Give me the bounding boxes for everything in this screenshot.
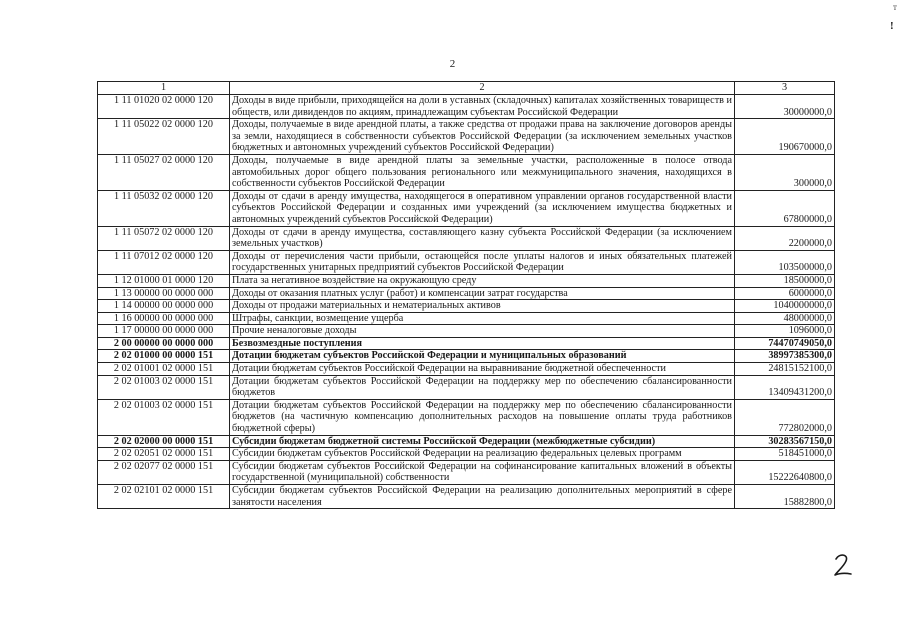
row-description: Дотации бюджетам субъектов Российской Федерации на выравнивание бюджетной обеспеченности: [230, 363, 735, 376]
row-amount: 30283567150,0: [735, 435, 835, 448]
table-row: [98, 95, 835, 119]
row-amount: 190670000,0: [735, 119, 835, 155]
table-row: [98, 448, 835, 461]
table-row: [98, 274, 835, 287]
row-description: Субсидии бюджетам субъектов Российской Федерации на софинансирование капитальных вложений в объекты государственной (муниципальной) собственности: [230, 460, 735, 484]
table-row: [98, 337, 835, 350]
row-amount: 518451000,0: [735, 448, 835, 461]
table-row: [98, 350, 835, 363]
table-body: [98, 95, 835, 509]
row-code: 1 11 01020 02 0000 120: [98, 95, 230, 119]
row-amount: 48000000,0: [735, 312, 835, 325]
row-code: 1 17 00000 00 0000 000: [98, 325, 230, 338]
row-amount: 2200000,0: [735, 226, 835, 250]
row-amount: 13409431200,0: [735, 375, 835, 399]
row-description: Доходы, получаемые в виде арендной платы за земельные участки, расположенные в полосе отвода автомобильных дорог общего пользования регионального или межмуниципального значения, находящихся в собственности субъектов Российской Федерации: [230, 154, 735, 190]
row-code: 2 02 02051 02 0000 151: [98, 448, 230, 461]
row-description: Дотации бюджетам субъектов Российской Федерации на поддержку мер по обеспечению сбалансированности бюджетов (на частичную компенсацию дополнительных расходов на повышение оплаты труда работников бюджетной сферы): [230, 399, 735, 435]
row-amount: 300000,0: [735, 154, 835, 190]
table-row: [98, 250, 835, 274]
row-description: Доходы от сдачи в аренду имущества, составляющего казну субъекта Российской Федерации (за исключением земельных участков): [230, 226, 735, 250]
table-row: [98, 119, 835, 155]
row-code: 1 11 05032 02 0000 120: [98, 190, 230, 226]
table-row: [98, 363, 835, 376]
header-col-description: 2: [230, 82, 735, 95]
row-description: Доходы в виде прибыли, приходящейся на доли в уставных (складочных) капиталах хозяйственных товариществ и обществ, или дивидендов по акциям, принадлежащим субъектам Российской Федерации: [230, 95, 735, 119]
row-code: 1 14 00000 00 0000 000: [98, 300, 230, 313]
handwritten-signature-mark: [832, 552, 854, 578]
row-amount: 38997385300,0: [735, 350, 835, 363]
table-row: [98, 485, 835, 509]
row-description: Субсидии бюджетам субъектов Российской Федерации на реализацию дополнительных мероприятий в сфере занятости населения: [230, 485, 735, 509]
row-description: Доходы от перечисления части прибыли, остающейся после уплаты налогов и иных обязательных платежей государственных унитарных предприятий субъектов Российской Федерации: [230, 250, 735, 274]
row-code: 2 02 02000 00 0000 151: [98, 435, 230, 448]
row-code: 1 11 05072 02 0000 120: [98, 226, 230, 250]
row-amount: 74470749050,0: [735, 337, 835, 350]
row-amount: 15882800,0: [735, 485, 835, 509]
row-code: 2 02 02077 02 0000 151: [98, 460, 230, 484]
row-description: Плата за негативное воздействие на окружающую среду: [230, 274, 735, 287]
row-description: Дотации бюджетам субъектов Российской Федерации и муниципальных образований: [230, 350, 735, 363]
row-code: 2 00 00000 00 0000 000: [98, 337, 230, 350]
row-description: Доходы от сдачи в аренду имущества, находящегося в оперативном управлении органов государственной власти субъектов Российской Федерации и созданных ими учреждений (за исключением имущества бюджетных и автономных учреждений субъектов Российской Федерации): [230, 190, 735, 226]
row-description: Дотации бюджетам субъектов Российской Федерации на поддержку мер по обеспечению сбалансированности бюджетов: [230, 375, 735, 399]
table-header-row: [98, 82, 835, 95]
row-amount: 24815152100,0: [735, 363, 835, 376]
table-row: [98, 399, 835, 435]
row-description: Безвозмездные поступления: [230, 337, 735, 350]
corner-mark-top: т: [893, 2, 897, 12]
row-code: 1 13 00000 00 0000 000: [98, 287, 230, 300]
row-code: 2 02 02101 02 0000 151: [98, 485, 230, 509]
table-row: [98, 154, 835, 190]
row-code: 1 16 00000 00 0000 000: [98, 312, 230, 325]
table-row: [98, 435, 835, 448]
corner-mark-side: !: [890, 20, 894, 32]
row-code: 1 11 05022 02 0000 120: [98, 119, 230, 155]
row-amount: 103500000,0: [735, 250, 835, 274]
row-description: Доходы от продажи материальных и нематериальных активов: [230, 300, 735, 313]
table-row: [98, 190, 835, 226]
row-code: 2 02 01001 02 0000 151: [98, 363, 230, 376]
table-row: [98, 325, 835, 338]
row-description: Штрафы, санкции, возмещение ущерба: [230, 312, 735, 325]
header-col-amount: 3: [735, 82, 835, 95]
row-description: Субсидии бюджетам бюджетной системы Российской Федерации (межбюджетные субсидии): [230, 435, 735, 448]
revenue-table: [97, 81, 835, 509]
row-code: 2 02 01003 02 0000 151: [98, 399, 230, 435]
table-row: [98, 226, 835, 250]
table-row: [98, 300, 835, 313]
row-code: 1 12 01000 01 0000 120: [98, 274, 230, 287]
row-code: 2 02 01000 00 0000 151: [98, 350, 230, 363]
row-description: Прочие неналоговые доходы: [230, 325, 735, 338]
row-code: 2 02 01003 02 0000 151: [98, 375, 230, 399]
row-amount: 67800000,0: [735, 190, 835, 226]
table-row: [98, 460, 835, 484]
row-amount: 15222640800,0: [735, 460, 835, 484]
row-code: 1 11 05027 02 0000 120: [98, 154, 230, 190]
row-amount: 772802000,0: [735, 399, 835, 435]
row-amount: 30000000,0: [735, 95, 835, 119]
row-amount: 18500000,0: [735, 274, 835, 287]
row-description: Доходы, получаемые в виде арендной платы, а также средства от продажи права на заключение договоров аренды за земли, находящиеся в собственности субъектов Российской Федерации (за исключением земельных участков бюджетных и автономных учреждений субъектов Российской Федерации): [230, 119, 735, 155]
row-amount: 6000000,0: [735, 287, 835, 300]
row-code: 1 11 07012 02 0000 120: [98, 250, 230, 274]
row-amount: 1096000,0: [735, 325, 835, 338]
table-row: [98, 375, 835, 399]
table-row: [98, 312, 835, 325]
page-number: 2: [449, 58, 456, 70]
header-col-code: 1: [98, 82, 230, 95]
row-amount: 1040000000,0: [735, 300, 835, 313]
table-row: [98, 287, 835, 300]
row-description: Субсидии бюджетам субъектов Российской Федерации на реализацию федеральных целевых программ: [230, 448, 735, 461]
row-description: Доходы от оказания платных услуг (работ) и компенсации затрат государства: [230, 287, 735, 300]
